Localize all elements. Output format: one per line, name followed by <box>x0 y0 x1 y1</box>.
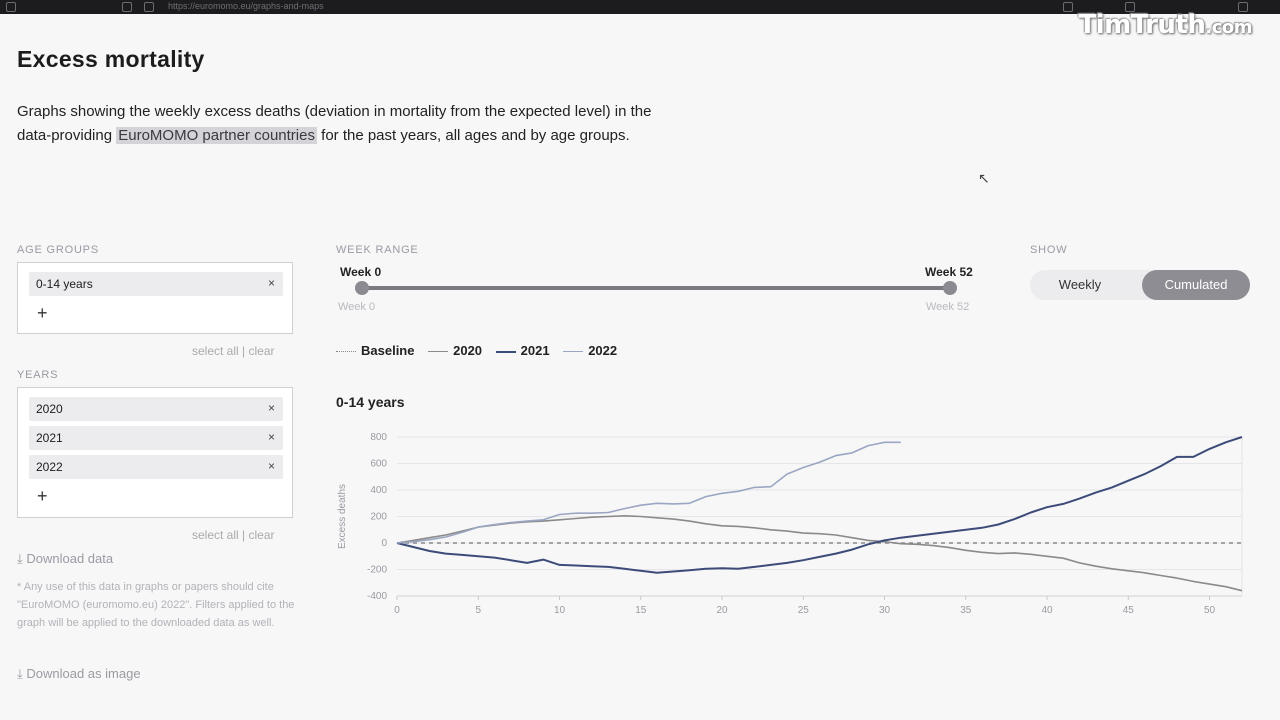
weekly-option[interactable]: Weekly <box>1058 277 1102 292</box>
cumulated-option[interactable]: Cumulated <box>1142 270 1250 300</box>
x-tick-label: 40 <box>1041 605 1053 616</box>
separator: | <box>242 344 246 358</box>
partner-countries-link[interactable]: EuroMOMO partner countries <box>118 127 315 144</box>
download-image-link[interactable]: ⤓ Download as image <box>17 666 141 681</box>
legend-item-baseline[interactable]: Baseline <box>336 343 414 358</box>
address-bar[interactable]: https://euromomo.eu/graphs-and-maps <box>168 1 324 11</box>
clear-link[interactable]: clear <box>248 528 275 542</box>
citation-note: * Any use of this data in graphs or papers should cite "EuroMOMO (euromomo.eu) 2022". Filters applied to the graph will be applied to the downloaded data as well. <box>17 581 295 629</box>
week-end-label: Week 52 <box>925 265 973 279</box>
download-icon: ⤓ <box>17 666 23 681</box>
y-tick-label: 0 <box>381 538 387 549</box>
chip-label: 0-14 years <box>36 277 93 291</box>
separator: | <box>242 528 246 542</box>
x-tick-label: 15 <box>635 605 647 616</box>
legend-item-2020[interactable]: 2020 <box>428 343 482 358</box>
y-tick-label: 200 <box>370 511 387 523</box>
series-line-2021 <box>397 437 1242 573</box>
chip-label: 2020 <box>36 402 63 416</box>
show-label: SHOW <box>1030 244 1068 256</box>
chart-title: 0-14 years <box>336 394 405 410</box>
download-data-link[interactable]: ⤓ Download data <box>17 551 114 566</box>
y-tick-label: -400 <box>366 591 387 602</box>
clear-link[interactable]: clear <box>248 344 275 358</box>
y-axis-label: Excess deaths <box>337 483 348 550</box>
y-tick-label: 600 <box>370 458 387 470</box>
select-all-link[interactable]: select all <box>192 528 239 542</box>
remove-chip-icon[interactable]: × <box>267 459 275 473</box>
chip-label: 2021 <box>36 431 63 445</box>
add-age-group-button[interactable]: + <box>37 303 48 323</box>
y-tick-label: 800 <box>370 432 387 443</box>
legend-item-2022[interactable]: 2022 <box>563 343 617 358</box>
select-all-link[interactable]: select all <box>192 344 239 358</box>
week-start-sub: Week 0 <box>338 301 376 313</box>
mouse-cursor-icon: ↖ <box>978 170 990 186</box>
add-year-button[interactable]: + <box>37 486 48 506</box>
years-label: YEARS <box>17 369 59 381</box>
series-line-2020 <box>397 516 1242 591</box>
y-tick-label: -200 <box>366 564 387 576</box>
x-tick-label: 45 <box>1122 605 1134 616</box>
x-tick-label: 30 <box>878 605 891 616</box>
x-tick-label: 5 <box>475 605 482 616</box>
x-tick-label: 0 <box>394 605 400 616</box>
remove-chip-icon[interactable]: × <box>267 430 275 444</box>
week-start-label: Week 0 <box>340 265 382 279</box>
download-icon: ⤓ <box>17 551 23 566</box>
x-tick-label: 10 <box>553 605 566 616</box>
watermark-logo: TimTruth.com <box>1078 10 1252 40</box>
week-end-sub: Week 52 <box>926 301 970 313</box>
remove-chip-icon[interactable]: × <box>267 401 275 415</box>
remove-chip-icon[interactable]: × <box>267 276 275 290</box>
x-tick-label: 20 <box>716 605 728 616</box>
x-tick-label: 50 <box>1203 605 1216 616</box>
week-range-label: WEEK RANGE <box>336 244 419 256</box>
x-tick-label: 25 <box>797 605 809 616</box>
intro-text: Graphs showing the weekly excess deaths (deviation in mortality from the expected level) in the data-providing EuroMOMO partner countries for the past years, all ages and by age groups. <box>17 103 652 144</box>
chip-label: 2022 <box>36 460 63 474</box>
x-tick-label: 35 <box>960 605 972 616</box>
legend-item-2021[interactable]: 2021 <box>496 343 550 358</box>
page-title: Excess mortality <box>17 46 205 72</box>
y-tick-label: 400 <box>370 485 387 496</box>
age-groups-label: AGE GROUPS <box>17 244 99 256</box>
